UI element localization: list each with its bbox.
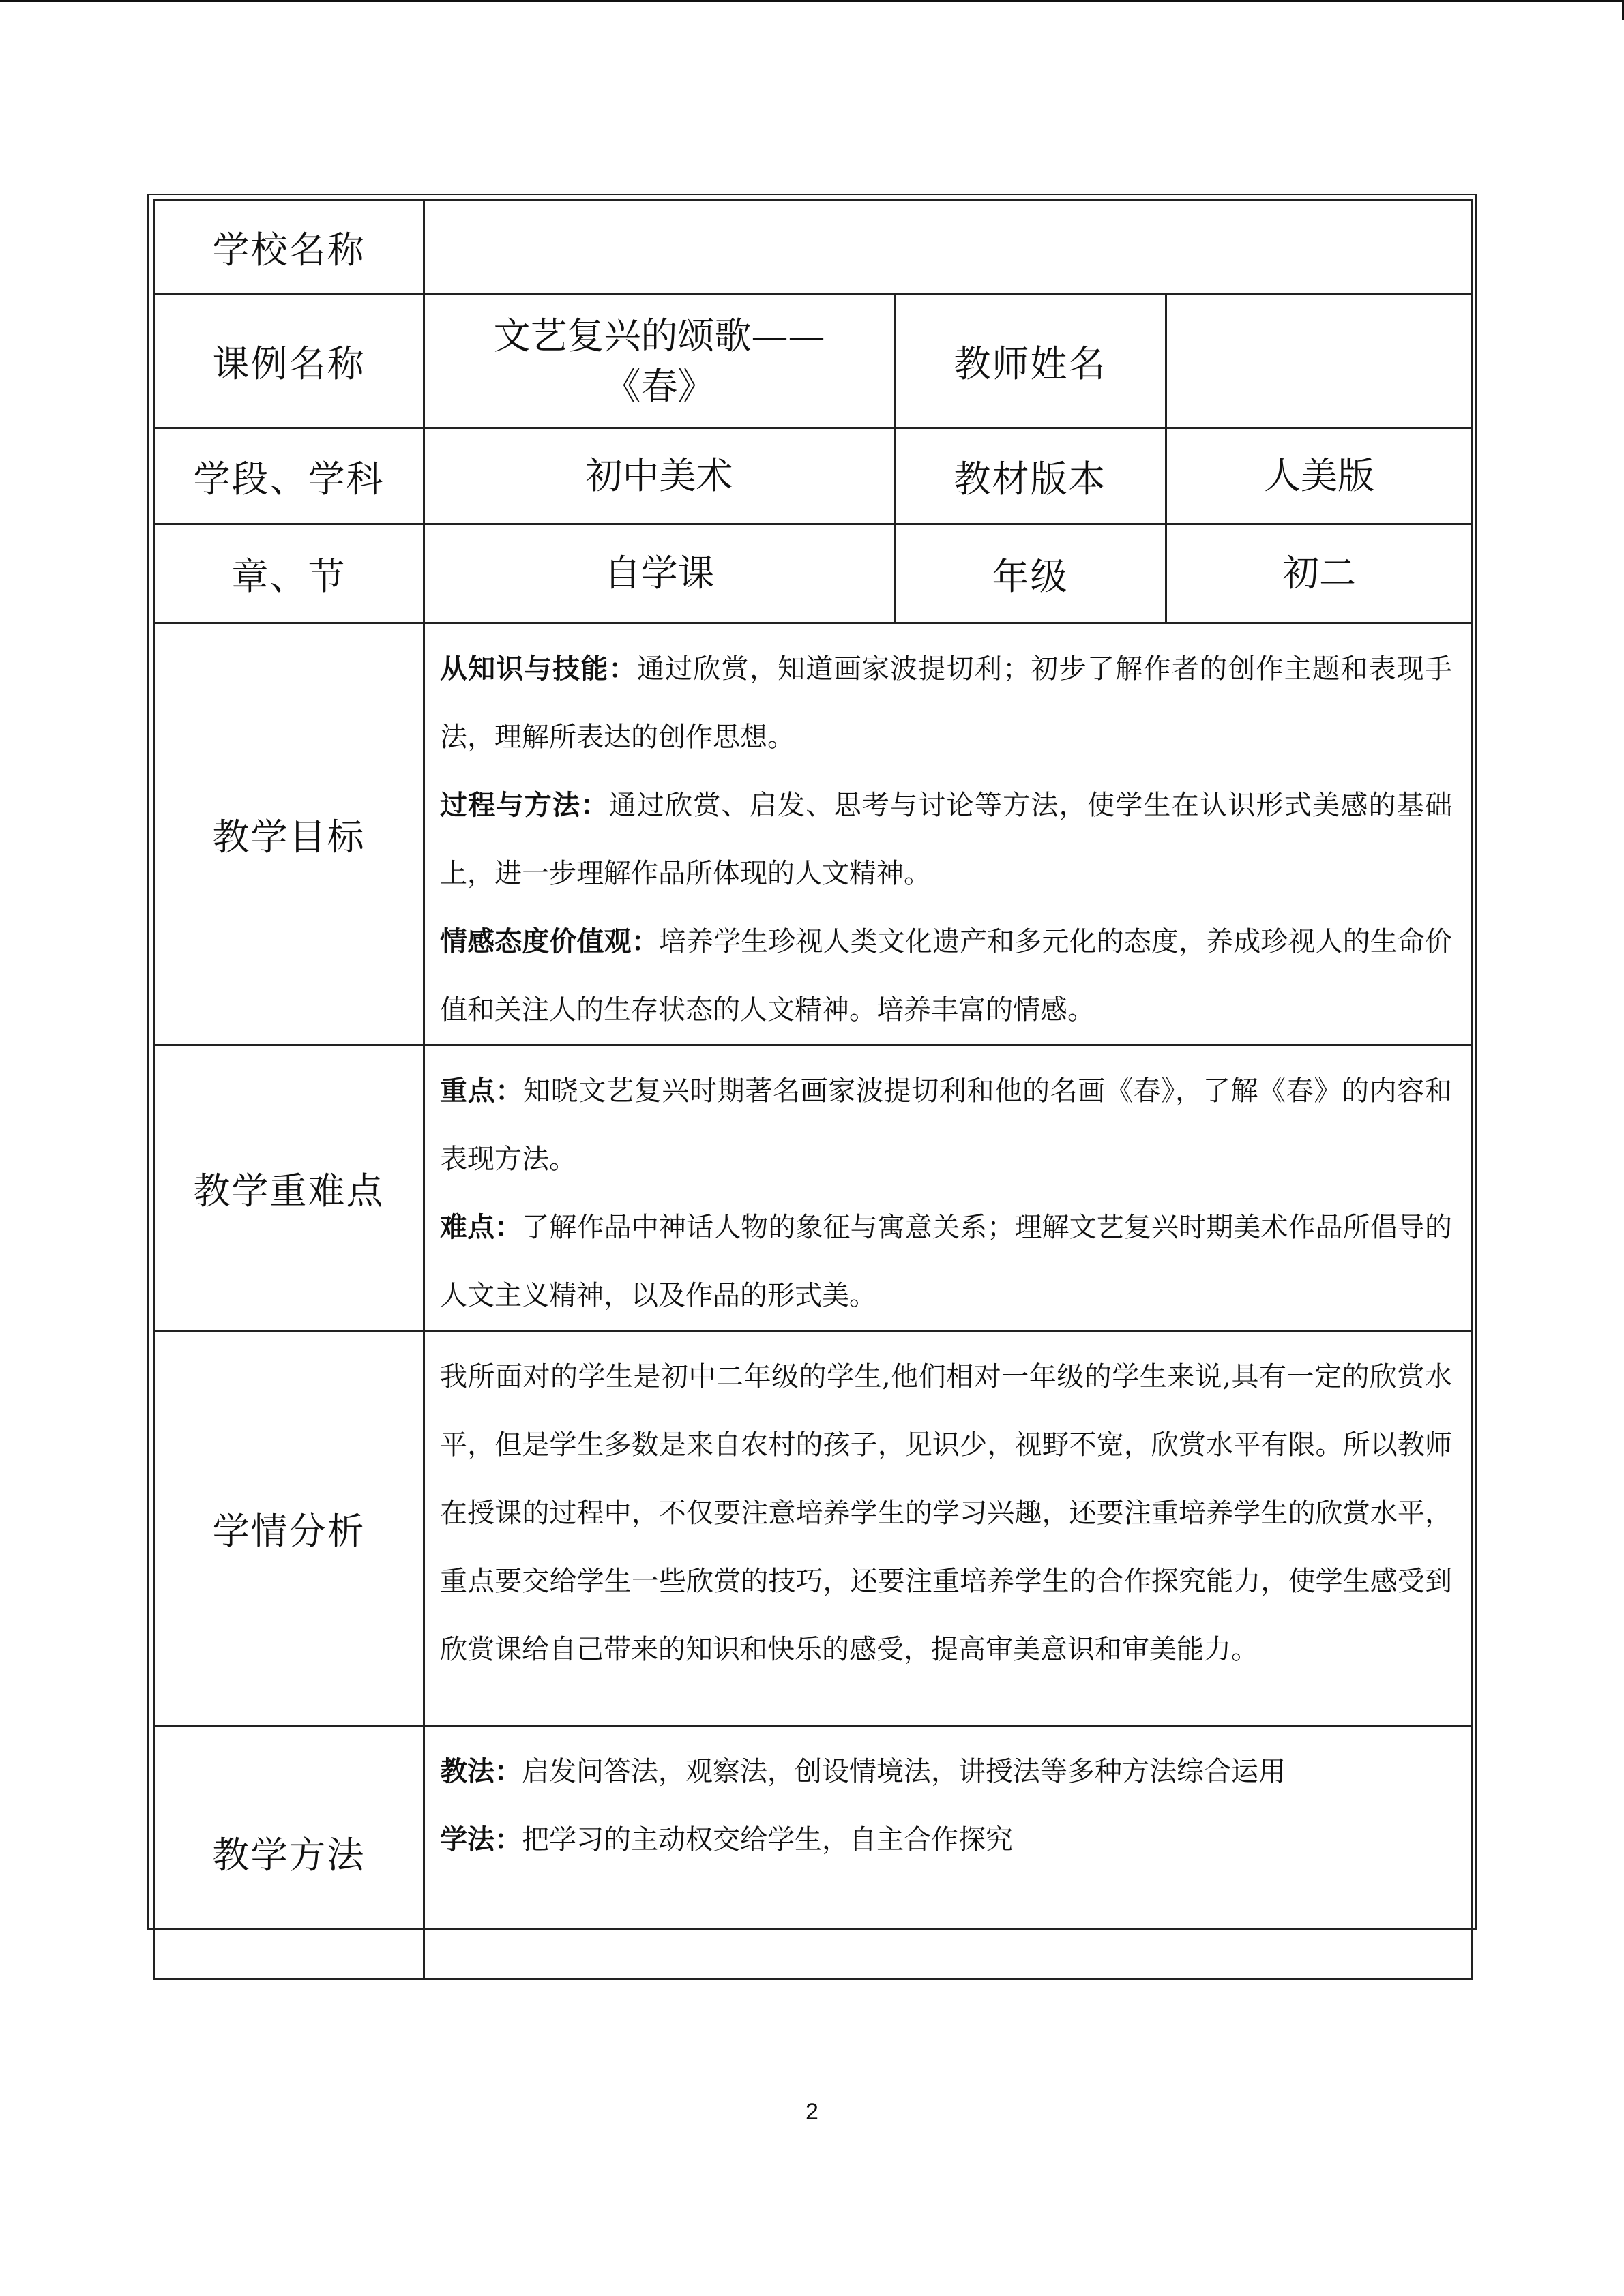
key-point-item xyxy=(440,1193,1452,1330)
key-point-text: 知晓文艺复兴时期著名画家波提切利和他的名画《春》，了解《春》的内容和表现方法。 xyxy=(440,1075,1452,1175)
row-goals xyxy=(154,623,1473,1045)
school-value xyxy=(424,200,1473,295)
edition-value: 人美版 xyxy=(1166,428,1473,524)
stage-value: 初中美术 xyxy=(424,428,895,524)
lesson-label: 课例名称 xyxy=(154,295,424,428)
grade-value: 初二 xyxy=(1166,524,1473,623)
grade-label: 年级 xyxy=(895,524,1166,623)
goal-text: 通过欣赏、启发、思考与讨论等方法，使学生在认识形式美感的基础上，进一步理解作品所体现的人文精神。 xyxy=(440,790,1453,889)
goals-label: 教学目标 xyxy=(154,623,424,1045)
goal-item xyxy=(440,635,1452,771)
lesson-title-line1: 文艺复兴的颂歌—— xyxy=(493,314,825,357)
goal-heading: 情感态度价值观： xyxy=(440,925,659,957)
analysis-content xyxy=(424,1331,1473,1726)
goal-text: 培养学生珍视人类文化遗产和多元化的态度，养成珍视人的生命价值和关注人的生存状态的人文精神。培养丰富的情感。 xyxy=(440,926,1453,1026)
goal-item xyxy=(440,771,1452,908)
lesson-plan-table xyxy=(153,199,1473,1980)
row-school xyxy=(154,200,1473,295)
teacher-label: 教师姓名 xyxy=(895,295,1166,428)
page-top-edge xyxy=(0,0,1624,2)
method-text: 启发问答法，观察法，创设情境法，讲授法等多种方法综合运用 xyxy=(522,1756,1286,1787)
school-label: 学校名称 xyxy=(154,200,424,295)
key-points-content xyxy=(424,1045,1473,1331)
row-stage xyxy=(154,428,1473,524)
method-heading: 教法： xyxy=(440,1755,522,1787)
chapter-value: 自学课 xyxy=(424,524,895,623)
goal-item xyxy=(440,908,1452,1044)
goal-heading: 从知识与技能： xyxy=(440,653,637,685)
key-point-text: 了解作品中神话人物的象征与寓意关系；理解文艺复兴时期美术作品所倡导的人文主义精神，以及作品的形式美。 xyxy=(440,1212,1453,1311)
row-methods xyxy=(154,1726,1473,1980)
key-points-label: 教学重难点 xyxy=(154,1045,424,1331)
teacher-value xyxy=(1166,295,1473,428)
lesson-value xyxy=(424,295,895,428)
goals-content xyxy=(424,623,1473,1045)
lesson-title-line2: 《春》 xyxy=(604,364,715,408)
goal-text: 通过欣赏，知道画家波提切利；初步了解作者的创作主题和表现手法，理解所表达的创作思想。 xyxy=(440,653,1453,753)
methods-content xyxy=(424,1726,1473,1980)
row-key-points xyxy=(154,1045,1473,1331)
row-chapter xyxy=(154,524,1473,623)
stage-label: 学段、学科 xyxy=(154,428,424,524)
method-item xyxy=(440,1806,1452,1874)
method-item xyxy=(440,1738,1452,1806)
methods-label: 教学方法 xyxy=(154,1726,424,1980)
goal-heading: 过程与方法： xyxy=(440,789,609,821)
key-point-heading: 难点： xyxy=(440,1211,522,1243)
key-point-heading: 重点： xyxy=(440,1075,523,1107)
row-lesson xyxy=(154,295,1473,428)
key-point-item xyxy=(440,1057,1452,1193)
method-heading: 学法： xyxy=(440,1823,522,1855)
page-number: 2 xyxy=(806,2099,818,2125)
analysis-label: 学情分析 xyxy=(154,1331,424,1726)
method-text: 把学习的主动权交给学生，自主合作探究 xyxy=(522,1824,1013,1855)
edition-label: 教材版本 xyxy=(895,428,1166,524)
analysis-text: 我所面对的学生是初中二年级的学生,他们相对一年级的学生来说,具有一定的欣赏水平，但是学生多数是来自农村的孩子，见识少，视野不宽，欣赏水平有限。所以教师在授课的过程中，不仅要注意培养学生的学习兴趣，还要注重培养学生的欣赏水平，重点要交给学生一些欣赏的技巧，还要注重培养学生的合作探究能力，使学生感受到欣赏课给自己带来的知识和快乐的感受，提高审美意识和审美能力。 xyxy=(440,1361,1452,1665)
chapter-label: 章、节 xyxy=(154,524,424,623)
row-analysis xyxy=(154,1331,1473,1726)
